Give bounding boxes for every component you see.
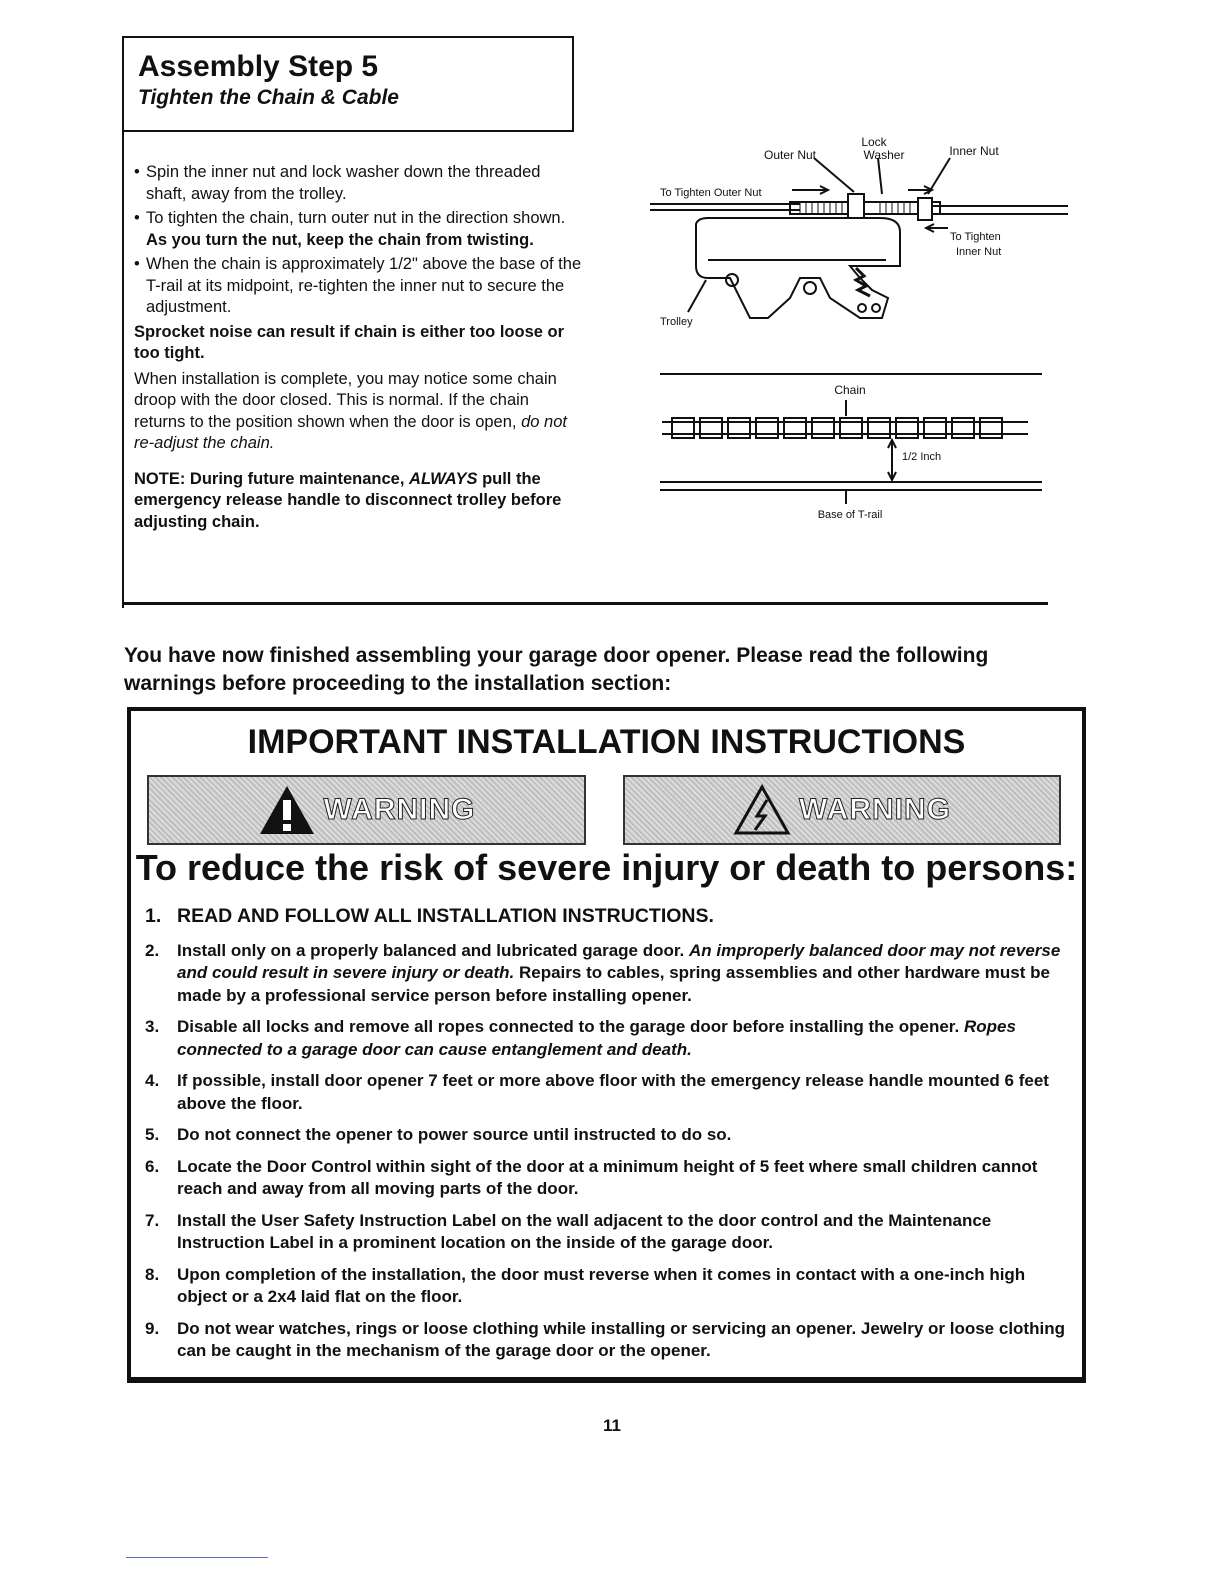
outer-nut-label: Outer Nut bbox=[763, 148, 817, 162]
bullet-icon: • bbox=[134, 163, 140, 181]
instruction-item: 3. Disable all locks and remove all ropes connected to the garage door before installing the opener. Ropes connected to a garage door can cause entanglement and death. bbox=[145, 1017, 1016, 1059]
instruction-bullet: • Spin the inner nut and lock washer down the threaded shaft, away from the trolley. bbox=[134, 163, 541, 203]
warning-banner-right bbox=[623, 775, 1061, 845]
maintenance-note: NOTE: During future maintenance, ALWAYS pull the emergency release handle to disconnect trolley before adjusting chain. bbox=[134, 469, 562, 531]
trolley-label: Trolley bbox=[660, 316, 693, 328]
inner-nut-label: Inner Nut bbox=[949, 144, 999, 158]
intro-text: You have now finished assembling your garage door opener. Please read the following warnings before proceeding to the installation section: bbox=[124, 644, 989, 695]
chain-diagram bbox=[650, 368, 1050, 528]
to-tighten-label: To Tighten bbox=[950, 231, 1001, 243]
to-tighten-outer-label: To Tighten Outer Nut bbox=[660, 187, 762, 199]
instruction-bullet: • When the chain is approximately 1/2" above the base of the T-rail at its midpoint, re-tighten the inner nut to secure the adjustment. bbox=[134, 255, 582, 316]
step-instructions bbox=[134, 162, 582, 533]
installation-instruction-list bbox=[145, 905, 1065, 1372]
step-header-box bbox=[122, 36, 574, 132]
washer-label: Washer bbox=[863, 148, 905, 162]
important-title: IMPORTANT INSTALLATION INSTRUCTIONS bbox=[247, 723, 966, 761]
base-label: Base of T-rail bbox=[817, 509, 883, 521]
risk-heading: To reduce the risk of severe injury or death to persons: bbox=[135, 847, 1078, 888]
instruction-item: 8. Upon completion of the installation, the door must reverse when it comes in contact with a one-inch high object or a 2x4 laid flat on the floor. bbox=[145, 1264, 1026, 1306]
half-inch-label: 1/2 Inch bbox=[902, 451, 942, 463]
important-instructions-box bbox=[127, 707, 1086, 1383]
bullet-icon: • bbox=[134, 255, 140, 273]
step-title: Assembly Step 5 bbox=[138, 50, 379, 83]
instruction-item: 4. If possible, install door opener 7 feet or more above floor with the emergency release handle mounted 6 feet above the floor. bbox=[145, 1071, 1049, 1113]
electric-shock-icon bbox=[733, 784, 791, 836]
instruction-item: 1. READ AND FOLLOW ALL INSTALLATION INSTRUCTIONS. bbox=[145, 905, 714, 927]
sprocket-warning: Sprocket noise can result if chain is either too loose or too tight. bbox=[134, 322, 565, 362]
warning-label-right: WARNING bbox=[799, 793, 951, 826]
instruction-item: 5. Do not connect the opener to power source until instructed to do so. bbox=[145, 1125, 732, 1144]
lock-label: Lock bbox=[861, 135, 887, 149]
warning-banner-left bbox=[147, 775, 586, 845]
warning-triangle-icon bbox=[258, 784, 316, 836]
instruction-item: 6. Locate the Door Control within sight of the door at a minimum height of 5 feet where small children cannot reach and away from all moving parts of the door. bbox=[145, 1156, 1038, 1198]
warning-label-left: WARNING bbox=[323, 793, 476, 826]
instruction-item: 2. Install only on a properly balanced and lubricated garage door. An improperly balanced door may not reverse and could result in severe injury or death. Repairs to cables, spring assemblies and other hardware must be made by a professional service person before installing opener. bbox=[145, 940, 1061, 1005]
instruction-bullet: • To tighten the chain, turn outer nut in the direction shown. As you turn the nut, keep the chain from twisting. bbox=[134, 209, 566, 249]
step-section-left-border bbox=[122, 130, 124, 608]
chain-label: Chain bbox=[834, 383, 866, 397]
trolley-diagram bbox=[650, 128, 1080, 343]
step-subtitle: Tighten the Chain & Cable bbox=[138, 86, 399, 109]
instruction-item: 9. Do not wear watches, rings or loose clothing while installing or servicing an opener. Jewelry or loose clothing can be caught in the mechanism of the garage door or the opener. bbox=[145, 1318, 1065, 1360]
page-number: 11 bbox=[603, 1416, 621, 1435]
instruction-item: 7. Install the User Safety Instruction Label on the wall adjacent to the door control and the Maintenance Instruction Label in a prominent location on the inside of the garage door. bbox=[145, 1210, 992, 1252]
step-section-bottom-border bbox=[122, 602, 1048, 605]
footer-rule bbox=[126, 1557, 268, 1558]
inner-nut-label-2: Inner Nut bbox=[956, 246, 1002, 258]
completion-note: When installation is complete, you may notice some chain droop with the door closed. This is normal. If the chain returns to the position shown when the door is open, do not re-adjust the chain. bbox=[134, 369, 567, 452]
bullet-icon: • bbox=[134, 209, 140, 227]
